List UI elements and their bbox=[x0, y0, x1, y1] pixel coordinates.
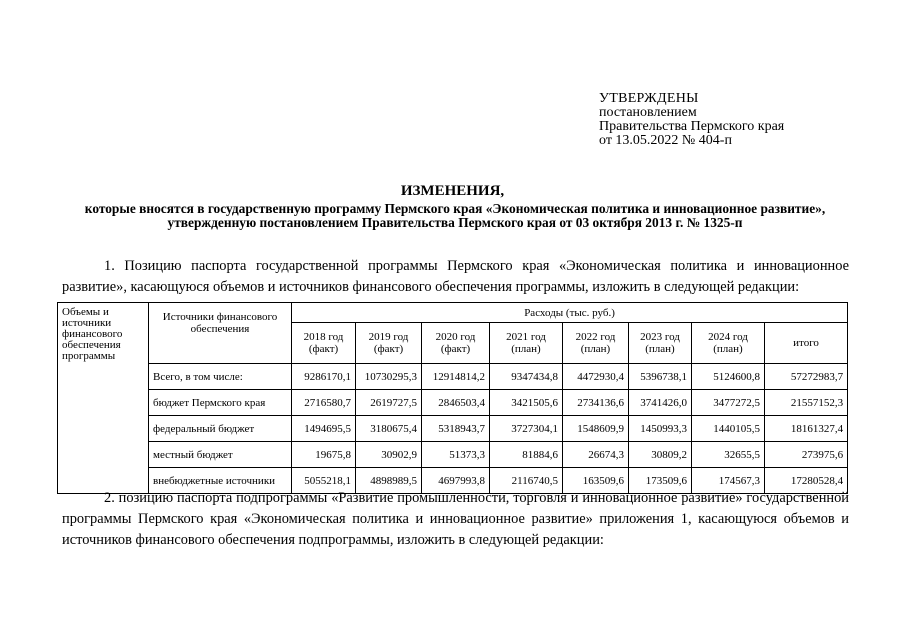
value-cell: 19675,8 bbox=[292, 442, 356, 468]
header-row-expenses bbox=[58, 303, 848, 323]
value-cell: 174567,3 bbox=[692, 468, 765, 494]
year-header: 2022 год (план) bbox=[563, 323, 629, 364]
approved-line-date: от 13.05.2022 № 404-п bbox=[599, 133, 732, 148]
source-cell: Всего, в том числе: bbox=[149, 364, 292, 390]
approved-line-resolution: постановлением bbox=[599, 105, 697, 120]
value-cell: 3180675,4 bbox=[356, 416, 422, 442]
value-cell: 173509,6 bbox=[629, 468, 692, 494]
paragraph-1-number: 1. bbox=[104, 258, 115, 274]
paragraph-2-number: 2. bbox=[104, 490, 115, 506]
value-cell: 4697993,8 bbox=[422, 468, 490, 494]
value-cell: 5055218,1 bbox=[292, 468, 356, 494]
value-cell: 30809,2 bbox=[629, 442, 692, 468]
approved-line-government: Правительства Пермского края bbox=[599, 119, 785, 134]
value-cell: 5318943,7 bbox=[422, 416, 490, 442]
paragraph-2 bbox=[62, 488, 849, 551]
paragraph-1 bbox=[62, 256, 849, 298]
financing-table bbox=[57, 302, 848, 494]
value-cell: 3477272,5 bbox=[692, 390, 765, 416]
row-label-cell: Объемы и источники финансового обеспечения программы bbox=[58, 303, 149, 494]
year-header: 2023 год (план) bbox=[629, 323, 692, 364]
paragraph-2-text: позицию паспорта подпрограммы «Развитие промышленности, торговля и инновационное развитие» государственной программы Пермского края «Экономическая политика и инновационное развитие» приложения 1, касающуюся объемов и источников финансового обеспечения подпрограммы, изложить в следующей редакции: bbox=[62, 490, 849, 548]
value-cell: 4898989,5 bbox=[356, 468, 422, 494]
source-cell: федеральный бюджет bbox=[149, 416, 292, 442]
value-cell: 3421505,6 bbox=[490, 390, 563, 416]
table-row bbox=[58, 364, 848, 390]
total-header: итого bbox=[765, 323, 848, 364]
value-cell: 163509,6 bbox=[563, 468, 629, 494]
paragraph-1-text: Позицию паспорта государственной программы Пермского края «Экономическая политика и инновационное развитие», касающуюся объемов и источников финансового обеспечения программы, изложить в следующей редакции: bbox=[62, 258, 849, 295]
total-cell: 57272983,7 bbox=[765, 364, 848, 390]
value-cell: 2619727,5 bbox=[356, 390, 422, 416]
value-cell: 4472930,4 bbox=[563, 364, 629, 390]
table-row bbox=[58, 442, 848, 468]
value-cell: 3741426,0 bbox=[629, 390, 692, 416]
value-cell: 30902,9 bbox=[356, 442, 422, 468]
table-row bbox=[58, 390, 848, 416]
value-cell: 10730295,3 bbox=[356, 364, 422, 390]
year-header: 2018 год (факт) bbox=[292, 323, 356, 364]
value-cell: 81884,6 bbox=[490, 442, 563, 468]
value-cell: 1450993,3 bbox=[629, 416, 692, 442]
expenses-header: Расходы (тыс. руб.) bbox=[292, 303, 848, 323]
sources-header: Источники финансового обеспечения bbox=[149, 303, 292, 364]
year-header: 2024 год (план) bbox=[692, 323, 765, 364]
table-row bbox=[58, 416, 848, 442]
year-header: 2019 год (факт) bbox=[356, 323, 422, 364]
document-title: ИЗМЕНЕНИЯ, bbox=[400, 183, 505, 199]
value-cell: 32655,5 bbox=[692, 442, 765, 468]
value-cell: 26674,3 bbox=[563, 442, 629, 468]
value-cell: 1548609,9 bbox=[563, 416, 629, 442]
source-cell: бюджет Пермского края bbox=[149, 390, 292, 416]
value-cell: 2846503,4 bbox=[422, 390, 490, 416]
source-cell: внебюджетные источники bbox=[149, 468, 292, 494]
value-cell: 12914814,2 bbox=[422, 364, 490, 390]
value-cell: 3727304,1 bbox=[490, 416, 563, 442]
document-subtitle: которые вносятся в государственную программу Пермского края «Экономическая политика и инновационное развитие», утвержденную постановлением Правительства Пермского края от 03 октября 2013 г. № 1325-п bbox=[84, 201, 826, 230]
year-header: 2021 год (план) bbox=[490, 323, 563, 364]
value-cell: 2716580,7 bbox=[292, 390, 356, 416]
year-header: 2020 год (факт) bbox=[422, 323, 490, 364]
value-cell: 1494695,5 bbox=[292, 416, 356, 442]
value-cell: 2116740,5 bbox=[490, 468, 563, 494]
value-cell: 9286170,1 bbox=[292, 364, 356, 390]
value-cell: 51373,3 bbox=[422, 442, 490, 468]
value-cell: 5396738,1 bbox=[629, 364, 692, 390]
value-cell: 9347434,8 bbox=[490, 364, 563, 390]
approved-heading: УТВЕРЖДЕНЫ bbox=[599, 91, 699, 106]
total-cell: 273975,6 bbox=[765, 442, 848, 468]
approval-block bbox=[599, 92, 784, 148]
total-cell: 21557152,3 bbox=[765, 390, 848, 416]
value-cell: 5124600,8 bbox=[692, 364, 765, 390]
value-cell: 2734136,6 bbox=[563, 390, 629, 416]
total-cell: 18161327,4 bbox=[765, 416, 848, 442]
value-cell: 1440105,5 bbox=[692, 416, 765, 442]
source-cell: местный бюджет bbox=[149, 442, 292, 468]
total-cell: 17280528,4 bbox=[765, 468, 848, 494]
